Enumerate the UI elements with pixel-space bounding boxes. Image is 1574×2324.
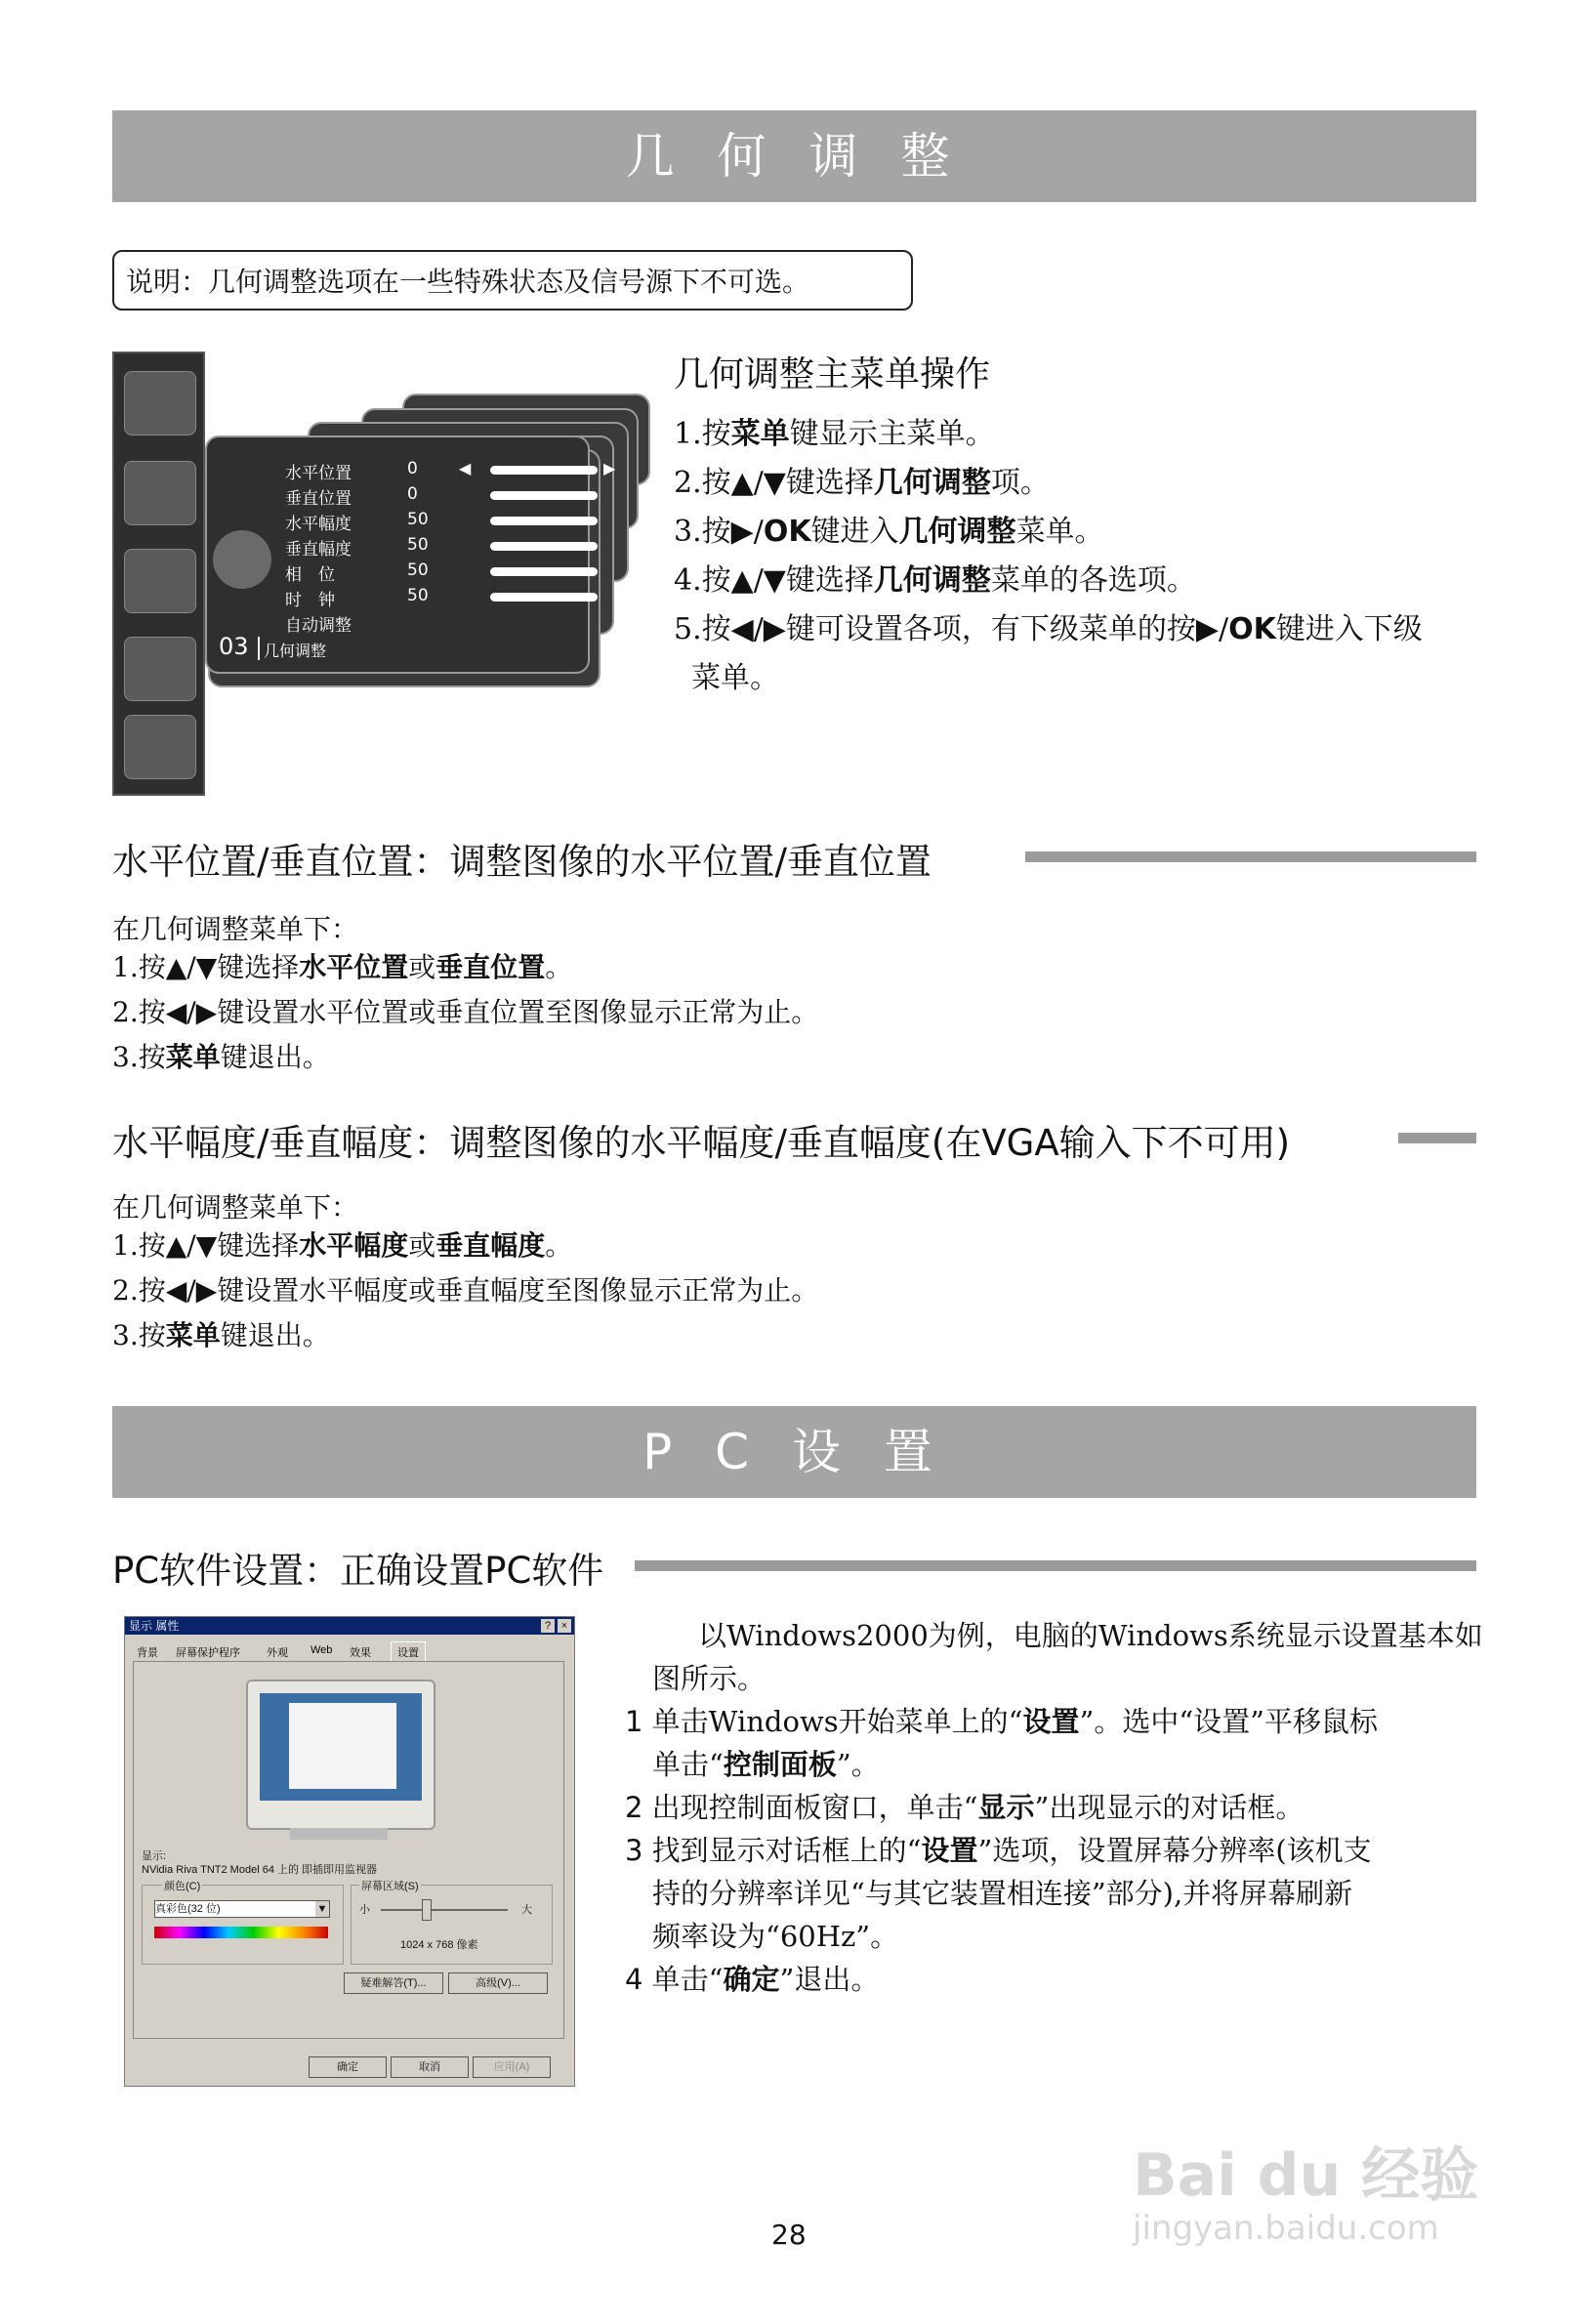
- cancel-button[interactable]: 取消: [391, 2056, 469, 2078]
- step-4: 4.按▲/▼键选择几何调整菜单的各选项。: [674, 563, 1196, 598]
- slider-bar: [490, 567, 598, 576]
- less-label: 小: [359, 1904, 370, 1916]
- left-arrow-icon: ◀: [459, 459, 472, 477]
- slider-bar: [490, 517, 598, 525]
- slider-bar: [490, 466, 598, 475]
- osd-row: 自动调整: [285, 616, 352, 636]
- size-steps: 1.按▲/▼键选择水平幅度或垂直幅度。 2.按◀/▶键设置水平幅度或垂直幅度至图像显示正常为止。 3.按菜单键退出。: [112, 1229, 819, 1351]
- watermark-url: jingyan.baidu.com: [1133, 2209, 1439, 2248]
- color-group: [142, 1881, 344, 1965]
- tab-effects[interactable]: 效果: [350, 1647, 371, 1659]
- more-label: 大: [521, 1904, 532, 1916]
- position-steps: 1.按▲/▼键选择水平位置或垂直位置。 2.按◀/▶键设置水平位置或垂直位置至图像显示正常为止。 3.按菜单键退出。: [112, 951, 819, 1073]
- osd-footer-label: 几何调整: [264, 642, 327, 660]
- help-icon[interactable]: ?: [541, 1619, 555, 1633]
- pc-heading: PC软件设置：正确设置PC软件: [112, 1550, 604, 1592]
- heading-rule: [1398, 1133, 1476, 1143]
- display-label: 显示:: [142, 1850, 167, 1862]
- osd-sidebar: [112, 352, 205, 796]
- satellite-icon: [124, 715, 196, 779]
- main-menu-title: 几何调整主菜单操作: [674, 354, 991, 394]
- tab-screensaver[interactable]: 屏幕保护程序: [176, 1647, 240, 1659]
- monitor-preview: [246, 1680, 435, 1830]
- step-1: 1.按菜单键显示主菜单。: [674, 417, 995, 451]
- osd-row: 水平幅度 50: [285, 510, 352, 534]
- geometry-icon: [213, 530, 271, 589]
- sound-icon: [124, 461, 196, 525]
- sub-heading: 在几何调整菜单下：: [112, 1191, 359, 1224]
- tab-settings[interactable]: 设置: [391, 1641, 426, 1662]
- close-icon[interactable]: ×: [558, 1619, 571, 1633]
- heading-rule: [635, 1560, 1476, 1571]
- section-banner-geometry: 几 何 调 整: [112, 110, 1476, 202]
- osd-row: 垂直位置 0: [285, 484, 352, 509]
- monitor-stand: [290, 1828, 388, 1840]
- area-group: [351, 1881, 553, 1965]
- display-value: NVidia Riva TNT2 Model 64 上的 即插即用监视器: [142, 1864, 378, 1876]
- step-2: 2.按▲/▼键选择几何调整项。: [674, 466, 1050, 500]
- section-heading-size: 水平幅度/垂直幅度：调整图像的水平幅度/垂直幅度(在VGA输入下不可用): [112, 1122, 1291, 1164]
- chevron-down-icon: ▼: [316, 1903, 328, 1915]
- picture-icon: [124, 371, 196, 436]
- osd-menu-illustration: [112, 352, 649, 796]
- divider: [258, 637, 260, 660]
- resolution-slider[interactable]: [381, 1909, 508, 1911]
- osd-row: 时 钟 50: [285, 586, 335, 610]
- step-3: 3.按▶/OK键进入几何调整菜单。: [674, 515, 1104, 549]
- troubleshoot-button[interactable]: 疑难解答(T)...: [344, 1972, 443, 1994]
- gear-icon: [124, 637, 196, 701]
- right-arrow-icon: ▶: [603, 459, 616, 477]
- desktop-preview: [260, 1693, 422, 1801]
- slider-bar: [490, 542, 598, 551]
- color-spectrum: [154, 1927, 328, 1938]
- watermark-logo: Bai du 经验: [1133, 2141, 1479, 2210]
- step-5-continued: 菜单。: [691, 661, 779, 695]
- color-label: 颜色(C): [162, 1878, 202, 1893]
- apply-button[interactable]: 应用(A): [473, 2056, 551, 2078]
- tab-panel: [133, 1661, 564, 2039]
- screen-icon: [124, 549, 196, 613]
- heading-rule: [1025, 851, 1476, 862]
- osd-panel: [205, 436, 616, 674]
- ok-button[interactable]: 确定: [309, 2056, 387, 2078]
- color-select[interactable]: 真彩色(32 位) ▼: [154, 1900, 330, 1918]
- section-heading-position: 水平位置/垂直位置：调整图像的水平位置/垂直位置: [112, 841, 932, 883]
- display-properties-dialog: [124, 1616, 575, 2087]
- resolution-value: 1024 x 768 像素: [400, 1939, 478, 1951]
- pc-instructions: 以Windows2000为例，电脑的Windows系统显示设置基本如 图所示。 1 单击Windows开始菜单上的“设置”。选中“设置”平移鼠标 单击“控制面板”。 2 出现控制面板窗口，单击“显示”出现显示的对话框。 3 找到显示对话框上的“设置”选项，设置屏幕分辨率(该机支 持的分辨率详见“与其它装置相连接”部分),并将屏幕刷新 频率设为“60Hz”。 4 单击“确定”退出。: [625, 1619, 1483, 1996]
- window-preview: [289, 1703, 396, 1789]
- note-box: 说明：几何调整选项在一些特殊状态及信号源下不可选。: [112, 250, 913, 311]
- slider-bar: [490, 491, 598, 500]
- sub-heading: 在几何调整菜单下：: [112, 913, 359, 945]
- osd-row: 垂直幅度 50: [285, 535, 352, 560]
- tab-appearance[interactable]: 外观: [267, 1647, 288, 1659]
- page-number: 28: [771, 2219, 807, 2251]
- dialog-title: 显示 属性: [125, 1617, 574, 1635]
- slider-bar: [490, 593, 598, 602]
- slider-thumb[interactable]: [422, 1899, 432, 1921]
- osd-footer-number: 03: [219, 633, 249, 660]
- tab-web[interactable]: Web: [311, 1644, 333, 1656]
- advanced-button[interactable]: 高级(V)...: [448, 1972, 548, 1994]
- area-label: 屏幕区域(S): [359, 1878, 421, 1893]
- osd-row: 相 位 50: [285, 560, 335, 585]
- osd-row: 水平位置 0 ◀ ▶: [285, 459, 616, 483]
- step-5: 5.按◀/▶键可设置各项，有下级菜单的按▶/OK键进入下级: [674, 612, 1423, 646]
- tab-background[interactable]: 背景: [137, 1647, 158, 1659]
- main-menu-steps: [674, 410, 1423, 703]
- section-banner-pc: P C 设 置: [112, 1406, 1476, 1498]
